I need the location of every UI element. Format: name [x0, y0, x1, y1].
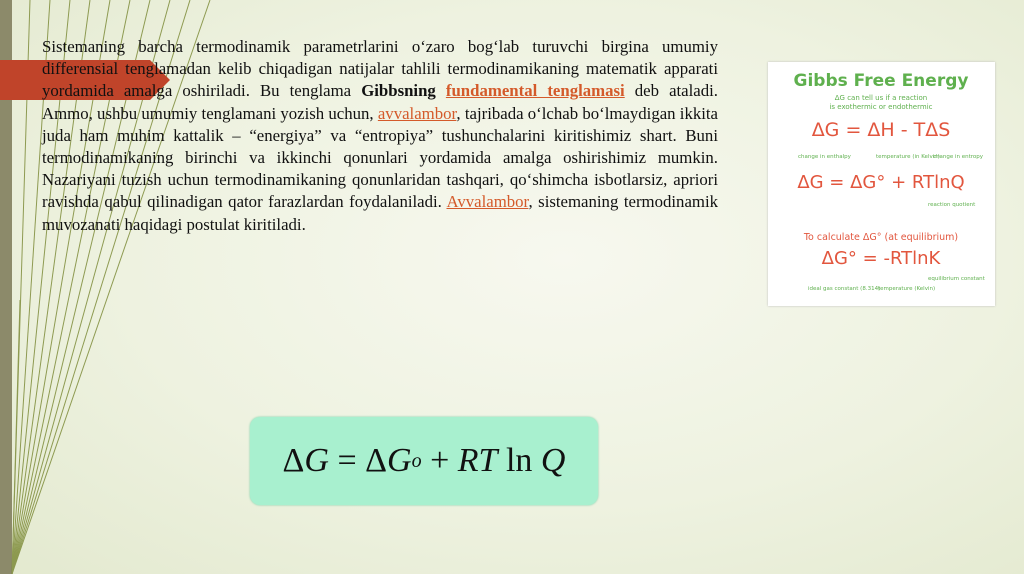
link-avvalambor-2[interactable]: Avvalambor [446, 192, 529, 212]
paragraph-text-4: , sistemaning termodinamik muvozanati haqidagi postulat kiritiladi. [42, 192, 718, 234]
gibbs-heading: To calculate ΔG° (at equilibrium) [803, 232, 959, 243]
gibbs-title: Gibbs Free Energy [793, 71, 969, 91]
eq-delta: Δ [282, 442, 305, 479]
eq-superscript: o [411, 449, 422, 472]
eq-g: G [304, 442, 329, 479]
eq-delta-2: Δ [365, 442, 388, 479]
gibbs-subtitle-2: is exothermic or endothermic [829, 103, 933, 111]
eq-plus: + [421, 442, 458, 479]
eq-ln: ln [497, 442, 541, 479]
gibbs-note-temp-kelvin: temperature (Kelvin) [878, 286, 936, 292]
gibbs-eq3: ΔG° = -RTlnK [821, 248, 941, 269]
link-fundamental-tenglamasi[interactable]: fundamental tenglamasi [445, 81, 625, 101]
eq-g-2: G [387, 442, 412, 479]
gibbs-eq2: ΔG = ΔG° + RTlnQ [797, 172, 965, 193]
eq-rt: RT [457, 442, 498, 479]
gibbs-subtitle-1: ΔG can tell us if a reaction [834, 94, 928, 102]
paragraph-text-1: Sistemaning barcha termodinamik parametrlarini o‘zaro bog‘lab turuvchi birgina umumiy differensial tenglamadan kelib chiqadigan natijalar tahlili termodinamikaning matematik apparati yordamida amalga oshiriladi. Bu tenglama [42, 37, 718, 101]
link-avvalambor-1[interactable]: avvalambor [377, 103, 457, 123]
gibbs-eq1: ΔG = ΔH - TΔS [811, 119, 951, 141]
gibbs-note-enthalpy: change in enthalpy [798, 154, 851, 160]
main-paragraph [42, 36, 718, 236]
gibbs-note-entropy: change in entropy [933, 154, 984, 160]
gibbs-sketch [768, 62, 995, 306]
gibbs-free-energy-image [768, 62, 995, 306]
paragraph-text-2: deb ataladi. Ammo, ushbu umumiy tenglamani yozish uchun, [42, 81, 718, 123]
gibbs-note-temperature: temperature (in Kelvin) [876, 154, 940, 160]
gibbs-note-quotient: reaction quotient [928, 202, 976, 208]
paragraph-text-3: , tajribada o‘lchab bo‘lmaydigan ikkita juda ham muhim kattalik – “energiya” va “entropiya” tushunchalarini kiritishimiz shart. Buni termodinamikaning birinchi va ikkinchi qonunlari yordamida amalga oshirishimiz mumkin. Nazariyani tuzish uchun termodinamikaning qonunlaridan tashqari, qo‘shimcha isbotlarsiz, apriori ravishda qabul qilinadigan qator farazlardan foydalaniladi. [42, 103, 719, 212]
eq-equals: = [328, 442, 366, 479]
gibbs-note-gas-constant: ideal gas constant (8.314) [808, 286, 881, 292]
eq-q: Q [540, 442, 566, 479]
paragraph-bold-gibbsning: Gibbsning [361, 81, 436, 101]
gibbs-note-equilibrium: equilibrium constant [928, 276, 985, 282]
gibbs-equation-box [250, 417, 598, 505]
